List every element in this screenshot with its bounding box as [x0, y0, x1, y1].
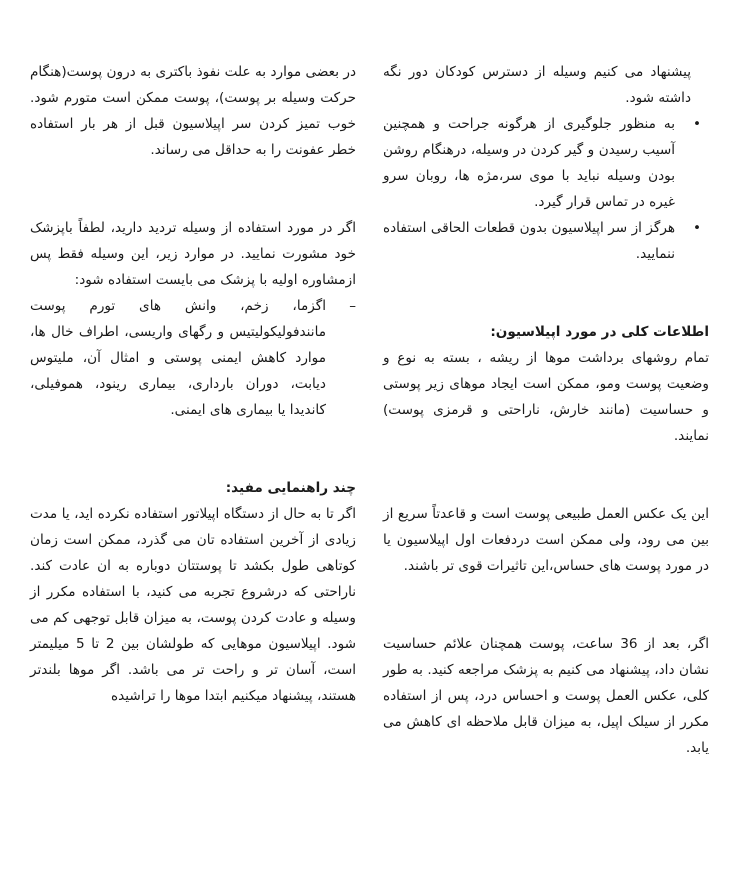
contraindication-item	[30, 293, 356, 423]
tips-paragraph: اگر تا به حال از دستگاه اپیلاتور استفاده نکرده اید، یا مدت زیادی از آخرین استفاده تان می گذرد، ممکن است زمان کوتاهی طول بکشد تا پوستتان دوباره به ان عادت کند. ناراحتی که درشروع تجربه می کنید، با استفاده مکرر از وسیله و عادت کردن پوست، به میزان قابل توجهی کم می شود. اپیلاسیون موهایی که طولشان بین 2 تا 5 میلیمتر است، آسان تر و راحت تر می باشد. اگر موها بلندتر هستند، پیشنهاد میکنیم ابتدا موها را تراشیده	[30, 506, 356, 704]
bullet-item	[383, 215, 701, 267]
dash-mark: –	[349, 298, 356, 314]
bullet-icon: •	[692, 116, 701, 132]
tips-heading: چند راهنمایی مفید:	[225, 480, 356, 496]
bullet-item	[383, 111, 701, 215]
right-column	[383, 59, 709, 761]
intro-continuation: پیشنهاد می کنیم وسیله از دسترس کودکان دور نگه داشته شود.	[383, 64, 691, 106]
bullet-text: به منظور جلوگیری از هرگونه جراحت و همچنین آسیب رسیدن و گیر کردن در وسیله، درهنگام روشن بودن وسیله نباید با موی سر،مژه ها، روبان سرو غیره در تماس قرار گیرد.	[383, 116, 675, 210]
reaction-paragraph: این یک عکس العمل طبیعی پوست است و قاعدتاً سریع از بین می رود، ولی ممکن است دردفعات اول اپیلاسیون یا در مورد پوست های حساس،این تاثیرات قوی تر باشند.	[383, 506, 709, 574]
bullet-icon: •	[692, 220, 701, 236]
left-column	[30, 59, 356, 709]
bullet-text: هرگز از سر اپیلاسیون بدون قطعات الحاقی استفاده ننمایید.	[383, 220, 675, 262]
infection-paragraph: در بعضی موارد به علت نفوذ باکتری به درون پوست(هنگام حرکت وسیله بر پوست)، پوست ممکن است متورم شود. خوب تمیز کردن سر اپیلاسیون قبل از هر بار استفاده خطر عفونت را به حداقل می رساند.	[30, 64, 356, 158]
contraindication-text: اگزما، زخم، وانش های تورم پوست مانندفولیکولیتیس و رگهای واریسی، اطراف خال ها، موارد کاهش ایمنی پوستی و امثال آن، ملیتوس دیابت، دوران بارداری، بیماری رینود، هموفیلی، کاندیدا یا بیماری های ایمنی.	[30, 298, 326, 418]
general-info-paragraph: تمام روشهای برداشت موها از ریشه ، بسته به نوع و وضعیت پوست ومو، ممکن است ایجاد موهای زیر پوستی و حساسیت (مانند خارش، ناراحتی و قرمزی پوست) نمایند.	[383, 350, 709, 444]
after-36-hours-paragraph: اگر، بعد از 36 ساعت، پوست همچنان علائم حساسیت نشان داد، پیشنهاد می کنیم به پزشک مراجعه کنید. به طور کلی، عکس العمل پوست و احساس درد، پس از استفاده مکرر از سیلک اپیل، به میزان قابل ملاحظه ای کاهش می یابد.	[383, 636, 710, 756]
doubt-paragraph: اگر در مورد استفاده از وسیله تردید دارید، لطفاً باپزشک خود مشورت نمایید. در موارد زیر، این وسیله فقط پس ازمشاوره اولیه با پزشک می بایست استفاده شود:	[30, 220, 356, 288]
safety-bullet-list	[383, 111, 709, 267]
general-info-heading: اطلاعات کلی در مورد اپیلاسیون:	[490, 324, 709, 340]
